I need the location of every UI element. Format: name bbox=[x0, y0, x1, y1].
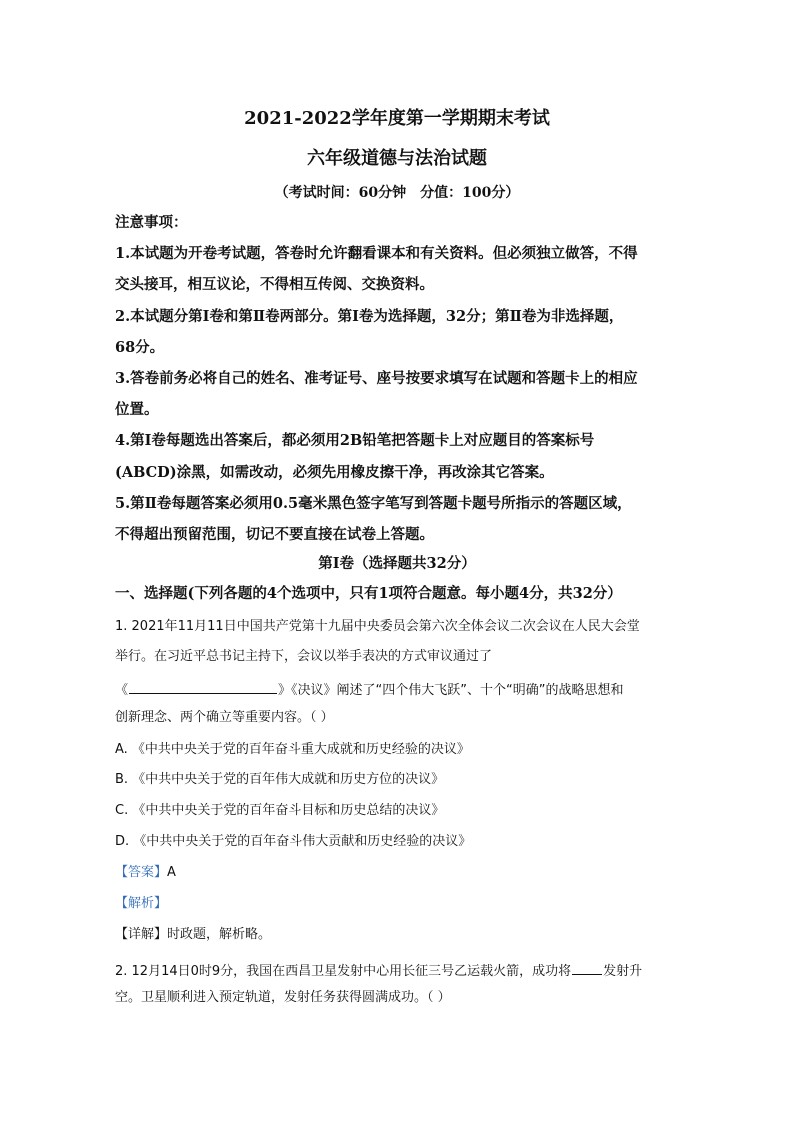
notice-line: 2.本试题分第Ⅰ卷和第Ⅱ卷两部分。第Ⅰ卷为选择题，32分；第Ⅱ卷为非选择题， bbox=[115, 308, 624, 325]
question-1-text: 》《决议》阐述了“四个伟大飞跃”、十个“明确”的战略思想和 bbox=[278, 683, 624, 698]
notice-line: 1.本试题为开卷考试题，答卷时允许翻看课本和有关资料。但必须独立做答，不得 bbox=[115, 245, 638, 262]
detail-text: 时政题，解析略。 bbox=[167, 927, 272, 942]
question-2-text: 2. 12月14日0时9分，我国在西昌卫星发射中心用长征三号乙运载火箭，成功将 bbox=[115, 964, 572, 979]
notice-line: 交头接耳，相互议论，不得相互传阅、交换资料。 bbox=[115, 276, 434, 293]
question-2-text: 空。卫星顺利进入预定轨道，发射任务获得圆满成功。（ ） bbox=[115, 990, 451, 1005]
question-2-text: 发射升 bbox=[603, 964, 643, 979]
notice-line: 4.第Ⅰ卷每题选出答案后，都必须用2B铅笔把答题卡上对应题目的答案标号 bbox=[115, 432, 595, 449]
notice-heading: 注意事项： bbox=[115, 214, 188, 231]
analysis-line bbox=[115, 897, 167, 910]
detail-tag: 【详解】 bbox=[115, 927, 168, 942]
notice-line: 68分。 bbox=[115, 339, 165, 356]
question-2-line bbox=[115, 961, 642, 978]
question-1-text: 1. 2021年11月11日中国共产党第十九届中央委员会第六次全体会议二次会议在人民大会堂 bbox=[115, 619, 640, 634]
option-c: C. 《中共中央关于党的百年奋斗目标和历史总结的决议》 bbox=[115, 803, 445, 818]
exam-title: 2021-2022学年度第一学期期末考试 bbox=[244, 108, 550, 129]
notice-line: 5.第Ⅱ卷每题答案必须用0.5毫米黑色签字笔写到答题卡题号所指示的答题区域， bbox=[115, 495, 632, 512]
analysis-tag: 【解析】 bbox=[115, 896, 168, 911]
notice-line: 不得超出预留范围，切记不要直接在试卷上答题。 bbox=[115, 526, 434, 543]
answer-blank bbox=[129, 680, 277, 694]
notice-line: (ABCD)涂黑，如需改动，必须先用橡皮擦干净，再改涂其它答案。 bbox=[115, 464, 554, 481]
section-heading: 第Ⅰ卷（选择题共32分） bbox=[318, 555, 476, 572]
answer-tag: 【答案】 bbox=[115, 865, 168, 880]
answer-blank bbox=[572, 961, 602, 975]
detail-line bbox=[115, 928, 271, 941]
notice-line: 位置。 bbox=[115, 401, 159, 418]
answer-value: A bbox=[167, 865, 176, 880]
option-a: A. 《中共中央关于党的百年奋斗重大成就和历史经验的决议》 bbox=[115, 742, 470, 757]
exam-subtitle: 六年级道德与法治试题 bbox=[307, 148, 487, 169]
question-1-blank-line bbox=[115, 680, 623, 697]
option-d: D. 《中共中央关于党的百年奋斗伟大贡献和历史经验的决议》 bbox=[115, 834, 472, 849]
question-1-text: 《 bbox=[115, 683, 129, 698]
question-1-text: 举行。在习近平总书记主持下，会议以举手表决的方式审议通过了 bbox=[115, 649, 493, 664]
answer-line bbox=[115, 866, 176, 879]
exam-info: （考试时间：60分钟 分值：100分） bbox=[274, 185, 520, 201]
section-instruction: 一、选择题(下列各题的4个选项中，只有1项符合题意。每小题4分，共32分） bbox=[115, 585, 622, 602]
option-b: B. 《中共中央关于党的百年伟大成就和历史方位的决议》 bbox=[115, 772, 445, 787]
notice-line: 3.答卷前务必将自己的姓名、准考证号、座号按要求填写在试题和答题卡上的相应 bbox=[115, 370, 638, 387]
question-1-text: 创新理念、两个确立等重要内容。（ ） bbox=[115, 710, 334, 725]
